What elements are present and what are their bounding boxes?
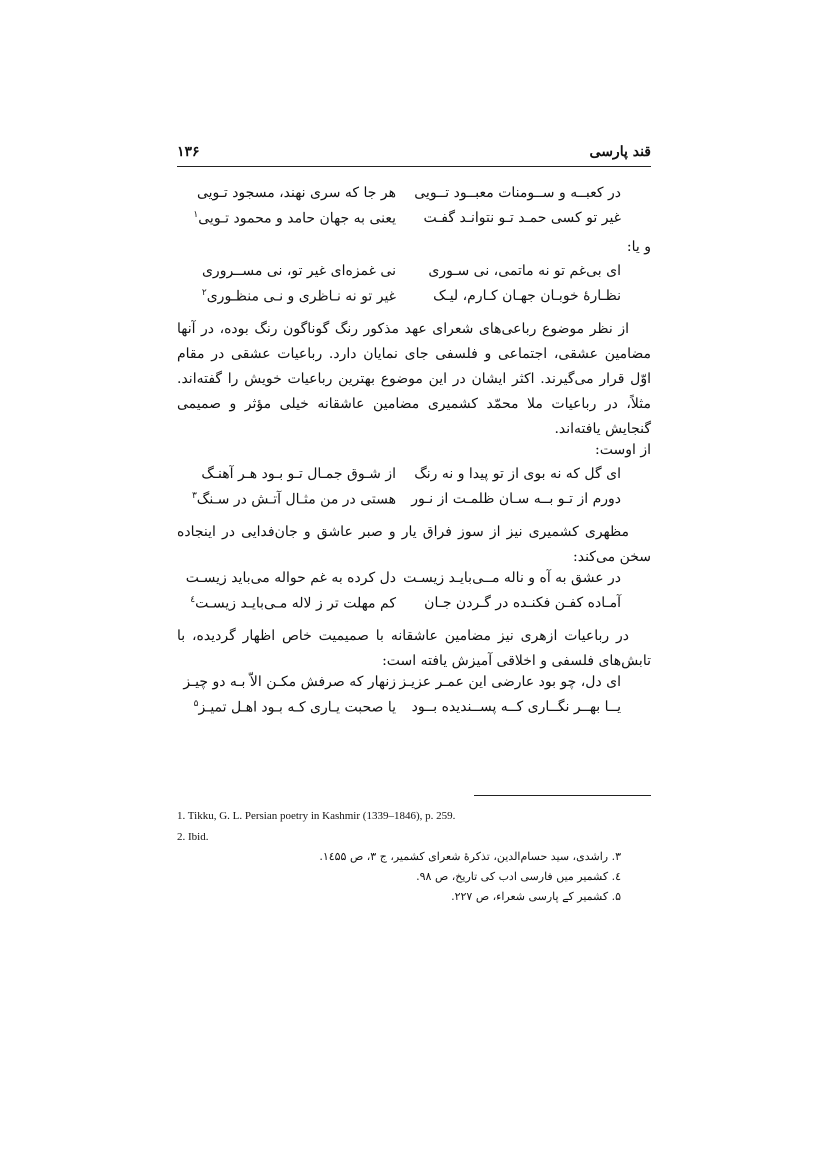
quatrain-3 [177,466,651,516]
verse-line [177,210,651,235]
hemistich: یعنی به جهان حامد و محمود تـویی$^۱$ [193,210,396,227]
hemistich: یــا بهــر نگــاری کــه پســندیده بــود [411,699,621,715]
footnote-ref: ۲ [201,288,207,298]
footnote-ref: ۵ [193,699,199,709]
intro-line: از اوست: [595,442,651,458]
main-text [177,185,651,728]
footnote: ٤. کشمیر میں فارسی ادب کی تاریخ، ص ۹۸. [416,870,621,883]
hemistich: کم مهلت تر ز لاله مـی‌بایـد زیسـت$^٤$ [190,595,396,612]
quatrain-4 [177,570,651,620]
hemistich: یا صحبت یـاری کـه بـود اهـل تمیـز$^۵$ [193,699,396,716]
footnote-ref: ٤ [190,595,196,605]
hemistich: هر جا که سری نهند، مسجود تـویی [196,185,396,201]
quatrain-1 [177,185,651,235]
book-title: قند پارسی [589,144,651,160]
hemistich: نی غمزه‌ای غیر تو، نی مســروری [201,263,396,279]
hemistich: در عشق به آه و ناله مــی‌بایـد زیسـت [403,570,621,586]
verse-line [177,288,651,313]
quatrain-2 [177,263,651,313]
hemistich: غیر تو نه نـاظری و نـی منظـوری$^۲$ [201,288,396,305]
hemistich: نظـارۀ خوبـان جهـان کـارم، لیـک [433,288,621,304]
paragraph: در رباعیات ازهری نیز مضامین عاشقانه با صمیمیت خاص اظهار گردیده، با تابش‌های فلسفی و اخلاقی آمیزش یافته است: [177,628,651,669]
paragraph: از نظر موضوع رباعی‌های شعرای عهد مذکور رنگ گوناگون رنگ بوده، در آنها مضامین عشقی، اجتماعی و فلسفی جای نمایان دارد. رباعیات عشقی در مقام اوّل قرار می‌گیرند. اکثر ایشان در این موضوع بهترین رباعیات خویش را گفته‌اند. مثلاً، در رباعیات ملا محمّد کشمیری مضامین عاشقانه خیلی مؤثر و صمیمی گنجایش یافته‌اند. [177,321,651,437]
verse-line [177,466,651,491]
hemistich: در کعبــه و ســومنات معبــود تــویی [414,185,621,201]
hemistich: هستی در من مثـال آتـش در سـنگ$^۳$ [191,491,396,508]
hemistich: ای بی‌غم تو نه ماتمی، نی سـوری [428,263,621,279]
intro-line: و یا: [626,239,651,255]
footnote: 1. Tikku, G. L. Persian poetry in Kashmir (1339–1846), p. 259. [177,810,456,822]
footnote-divider [474,795,651,796]
paragraph: مظهری کشمیری نیز از سوز فراق یار و صبر عاشق و جان‌فدایی در اینجاده سخن می‌کند: [177,524,651,565]
hemistich: دل کرده به غم حواله می‌باید زیسـت [185,570,396,586]
footnote-ref: ۳ [191,491,197,501]
quatrain-5 [177,674,651,724]
verse-line [177,491,651,516]
footnote: ۵. کشمیر کے پارسی شعراء، ص ۲۲۷. [451,890,621,903]
hemistich: آمـاده کفـن فکنـده در گـردن جـان [424,595,621,611]
page-number: ۱۳۶ [177,144,200,160]
hemistich: زنهار که صرفش مکـن الاّ بـه دو چیـز [183,674,396,690]
running-header [177,142,651,167]
verse-line [177,699,651,724]
hemistich: ای دل، چو بود عارضی این عمـر عزیـز [399,674,621,690]
hemistich: غیر تو کسی حمـد تـو نتوانـد گفـت [423,210,621,226]
hemistich: از شـوق جمـال تـو بـود هـر آهنـگ [201,466,396,482]
hemistich: ای گل که نه بوی از تو پیدا و نه رنگ [414,466,621,482]
verse-line [177,674,651,699]
footnote: 2. Ibid. [177,831,209,843]
footnote-ref: ۱ [193,210,199,220]
footnote: ۳. راشدی، سید حسام‌الدین، تذکرۀ شعرای کشمیر، ج ۳، ص ۱٤۵۵. [319,850,621,863]
verse-line [177,570,651,595]
hemistich: دورم از تـو بــه سـان ظلمـت از نـور [411,491,621,507]
verse-line [177,185,651,210]
verse-line [177,263,651,288]
footnotes-persian [177,850,651,910]
footnotes-latin [177,810,651,852]
verse-line [177,595,651,620]
